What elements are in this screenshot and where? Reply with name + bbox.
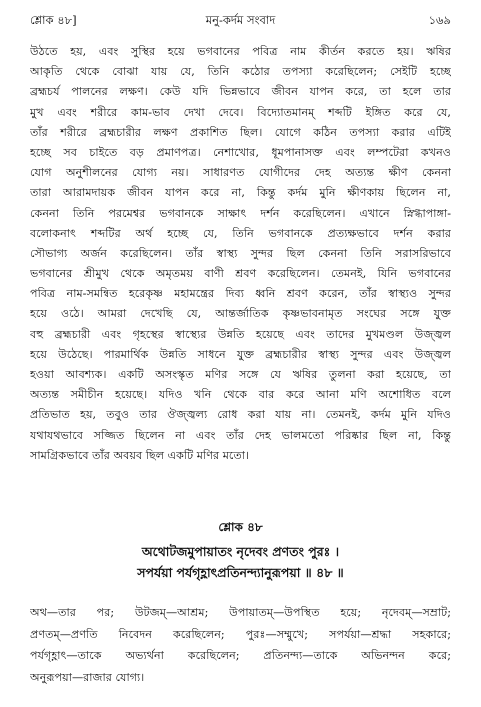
word-synonyms	[30, 602, 451, 688]
paragraph-line: প্রতিভাত হয়, তবুও তার ঔজ্জ্বল্য রোধ করা যায় না। তেমনই, কর্দম মুনি যদিও	[30, 408, 451, 422]
paragraph-line: সামগ্রিকভাবে তাঁর অবয়ব ছিল একটি মণির মতো।	[30, 448, 250, 462]
paragraph-line: তাঁর শরীরে ব্রহ্মচারীর লক্ষণ প্রকাশিত ছিল। যোগে কঠিন তপস্যা করার এটিই	[30, 125, 451, 139]
header-chapter-title: মনু-কর্দম সংবাদ	[205, 13, 276, 27]
paragraph-line: হয়ে উঠেছে। পারমার্থিক উন্নতি সাধনে যুক্ত ব্রহ্মচারীর স্বাস্থ্য সুন্দর এবং উজ্জ্বল	[30, 347, 451, 361]
paragraph-line: হচ্ছে সব চাইতে বড় প্রমাণপত্র। নেশাখোর, ধূমপানাসক্ত এবং লম্পটেরা কখনও	[30, 145, 451, 159]
synonym-line: অনুরূপয়া—রাজার যোগ্য।	[30, 670, 145, 684]
verse-line-1: অথোটজমুপায়াতং নৃদেবং প্রণতং পুরঃ ।	[141, 544, 340, 559]
synonym-line: অথ—তার পর; উটজম্‌—আশ্রম; উপায়াতম্‌—উপস্থিত হয়ে; নৃদেবম্‌—সম্রাট;	[30, 606, 451, 619]
paragraph-line: বলোকনাৎ শব্দটির অর্থ হচ্ছে যে, তিনি ভগবানকে প্রত্যক্ষভাবে দর্শন করার	[30, 226, 451, 240]
synonym-line: প্রণতম্‌—প্রণতি নিবেদন করেছিলেন; পুরঃ—সম্মুখে; সপর্যয়া—শ্রদ্ধা সহকারে;	[30, 627, 451, 641]
paragraph-line: যোগ অনুশীলনের যোগ্য নয়। সাধারণত যোগীদের দেহ অত্যন্ত ক্ষীণ কেননা	[30, 166, 451, 180]
verse-heading: শ্লোক ৪৮	[218, 520, 263, 534]
paragraph-line: বহু ব্রহ্মচারী এবং গৃহস্থের স্বাস্থ্যের উন্নতি হয়েছে এবং তাদের মুখমণ্ডল উজ্জ্বল	[30, 327, 451, 341]
paragraph-line: মুখ এবং শরীরে কাম-ভাব দেখা দেবে। বিদ্যোতমানম্‌ শব্দটি ইঙ্গিত করে যে,	[30, 105, 451, 119]
page-number: ১৬৯	[428, 13, 451, 27]
paragraph-line: ব্রহ্মচর্য পালনের লক্ষণ। কেউ যদি ভিন্নভাবে জীবন যাপন করে, তা হলে তার	[30, 85, 451, 99]
paragraph-line: অত্যন্ত সমীচীন হয়েছে। যদিও খনি থেকে বার করে আনা মণি অশোধিত বলে	[30, 388, 451, 402]
paragraph-line: উঠতে হয়, এবং সুস্থির হয়ে ভগবানের পবিত্র নাম কীর্তন করতে হয়। ঋষির	[30, 45, 451, 58]
sanskrit-verse	[0, 541, 481, 583]
header-verse-ref: শ্লোক ৪৮]	[30, 13, 77, 27]
purport-paragraph	[30, 42, 451, 466]
paragraph-line: সৌভাগ্য অর্জন করেছিলেন। তাঁর স্বাস্থ্য সুন্দর ছিল কেননা তিনি সরাসরিভাবে	[30, 246, 451, 260]
paragraph-line: ভগবানের শ্রীমুখ থেকে অমৃতময় বাণী শ্রবণ করেছিলেন। তেমনই, যিনি ভগবানের	[30, 267, 451, 281]
paragraph-line: তারা আরামদায়ক জীবন যাপন করে না, কিন্তু কর্দম মুনি ক্ষীণকায় ছিলেন না,	[30, 186, 451, 200]
running-header	[30, 12, 451, 30]
paragraph-line: হয়ে ওঠে। আমরা দেখেছি যে, আন্তর্জাতিক কৃষ্ণভাবনামৃত সংঘের সঙ্গে যুক্ত	[30, 307, 451, 321]
paragraph-line: আকৃতি থেকে বোঝা যায় যে, তিনি কঠোর তপস্যা করেছিলেন; সেইটি হচ্ছে	[30, 65, 451, 79]
paragraph-line: পবিত্র নাম-সমন্বিত হরেকৃষ্ণ মহামন্ত্রের দিব্য ধ্বনি শ্রবণ করেন, তাঁর স্বাস্থ্যও সুন্দর	[30, 287, 451, 301]
paragraph-line: যথাযথভাবে সজ্জিত ছিলেন না এবং তাঁর দেহ ভালমতো পরিষ্কার ছিল না, কিন্তু	[30, 428, 451, 442]
paragraph-line: হওয়া আবশ্যক। একটি অসংস্কৃত মণির সঙ্গে যে ঋষির তুলনা করা হয়েছে, তা	[30, 368, 451, 381]
paragraph-line: কেননা তিনি পরমেশ্বর ভগবানকে সাক্ষাৎ দর্শন করেছিলেন। এখানে স্নিগ্ধাপাঙ্গা-	[30, 206, 451, 220]
synonym-line: পর্যগৃহ্ণাৎ—তাকে অভ্যর্থনা করেছিলেন; প্রতিনন্দ্য—তাকে অভিনন্দন করে;	[30, 649, 451, 662]
verse-line-2: সপর্যয়া পর্যগৃহ্ণাৎপ্রতিনন্দ্যানুরূপয়া ॥ ৪৮ ॥	[137, 565, 344, 580]
